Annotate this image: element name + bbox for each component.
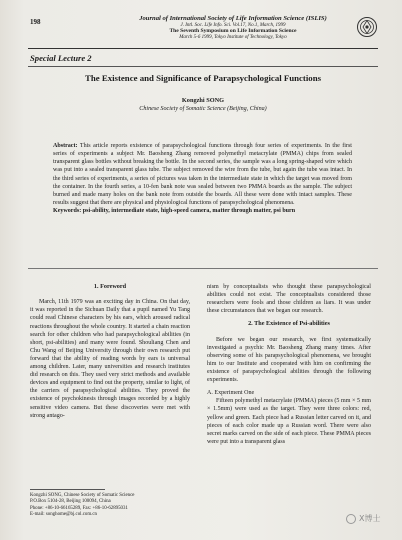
paper-title: The Existence and Significance of Parapsychological Functions xyxy=(84,73,322,83)
section-heading-foreword: 1. Foreword xyxy=(93,283,127,290)
wechat-bubble-icon xyxy=(346,514,356,524)
page-number: 198 xyxy=(30,18,41,26)
journal-abbrev: J. Intl. Soc. Life Info. Sci. Vol.17, No.1, March, 1999 xyxy=(180,22,286,28)
keywords-text: psi-ability, intermediate state, high-speed camera, matter through matter, psi burn xyxy=(82,208,296,215)
right-column xyxy=(207,283,371,446)
left-column xyxy=(30,283,190,420)
author-contact-footnote xyxy=(30,493,200,519)
abstract xyxy=(53,142,352,215)
society-emblem-icon xyxy=(356,16,378,38)
symposium-name: The Seventh Symposium on Life Information Science xyxy=(169,28,297,35)
section-label: Special Lecture 2 xyxy=(30,53,92,63)
section-heading-existence: 2. The Existence of Psi-abilities xyxy=(248,320,330,328)
abstract-divider xyxy=(28,268,378,269)
keywords xyxy=(53,207,352,215)
paragraph: nism by conceptualists who thought these parapsychological abilities could not exist. The conceptualists considered those researchers were fools and those children as liars. It was under these circumstances that we began our research. xyxy=(207,284,371,315)
paragraph: Before we began our research, we first systematically investigated a psychic Mr. Baosheng Zhang many times. After observing some of his parapsychological phenomena, we brought him to our Institute and cooperated with him on confirming the existence of parapsychological abilities through the following experiments. xyxy=(207,336,371,384)
watermark-text: X博士 xyxy=(359,514,381,523)
paragraph: Fifteen polymethyl metacrylate (PMMA) pieces (5 mm × 5 mm × 1.5mm) were used as the target. They were three colors: red, yellow and green. Each piece had a Russian letter carved on it, and pieces of each color made up a Russian word. There were also secret marks carved on the side of each piece. These PMMA pieces were put into a transparent glass xyxy=(207,398,371,445)
footnote-line: Phone: +86-10-66165289, Fax: +86-10-62895031 xyxy=(30,505,128,511)
journal-title: Journal of International Society of Life Information Science (ISLIS) xyxy=(139,15,327,22)
abstract-label: Abstract: xyxy=(53,143,78,149)
footnote-line: Kongzhi SONG, Chinese Society of Somatic Science xyxy=(30,493,135,498)
watermark xyxy=(346,513,380,524)
footnote-line: P.O.Box 5104-28, Beijing 100094, China xyxy=(30,499,111,505)
symposium-date: March 5-6 1999, Tokyo Institute of Technology, Tokyo xyxy=(179,34,287,40)
section-divider xyxy=(28,66,378,67)
subsection-heading: A. Experiment One xyxy=(207,390,255,397)
author-name: Kongzhi SONG xyxy=(181,97,225,104)
keywords-label: Keywords: xyxy=(53,208,82,215)
journal-header xyxy=(108,15,358,41)
abstract-text: This article reports existence of parapsychological functions through four series of experiments. In the first series of experiments a subject Mr. Baosheng Zhang removed polymethyl metacrylate (PMMA) chips from sealed transparent glass bottles without breaking the bottle. In the second series, the sample was a long spring-shaped wire which was put into a sealed transparent glass tube. The subject removed the wire from the tube, but again the tube was intact. In the third series of experiments, a series of pictures was taken in the intermediate state in which the target was moved from the container. In the fourth series, a 10-fen bank note was sealed between two PMMA boards as the sample. The subject burned and made many holes on the bank note from outside the boards. All these were done with intact samples. These results suggest that there are physical and physiological functions of parapsychological phenomena. xyxy=(53,143,352,207)
author-affiliation: Chinese Society of Somatic Science (Beijing, China) xyxy=(139,106,267,112)
header-divider xyxy=(28,48,378,49)
footnote-divider xyxy=(30,489,105,490)
paragraph: March, 11th 1979 was an exciting day in China. On that day, it was reported in the Sichuan Daily that a pupil named Yu Tang could read Chinese characters by his ears, which aroused radical reactions throughout the whole country. It started a chain reaction search for other children who had parapsychological abilities (in short, psi-abilities) and many were found. Shouliang Chen and Chu Wang of Beijing University through their own research put forward that the ability of reading words by ears is universal among children. Later, many universities and research institutes did research on this. They used very strict methods and available devices and equipment to find out the property, similar to light, of the carriers of parapsychological abilities. They proved the existence of psychokinesis through images recorded by a highly sensitive video camera. But these discoveries were met with strong antago- xyxy=(30,299,190,419)
footnote-line: E-mail: songhome@bj.col.com.cn xyxy=(30,512,97,518)
